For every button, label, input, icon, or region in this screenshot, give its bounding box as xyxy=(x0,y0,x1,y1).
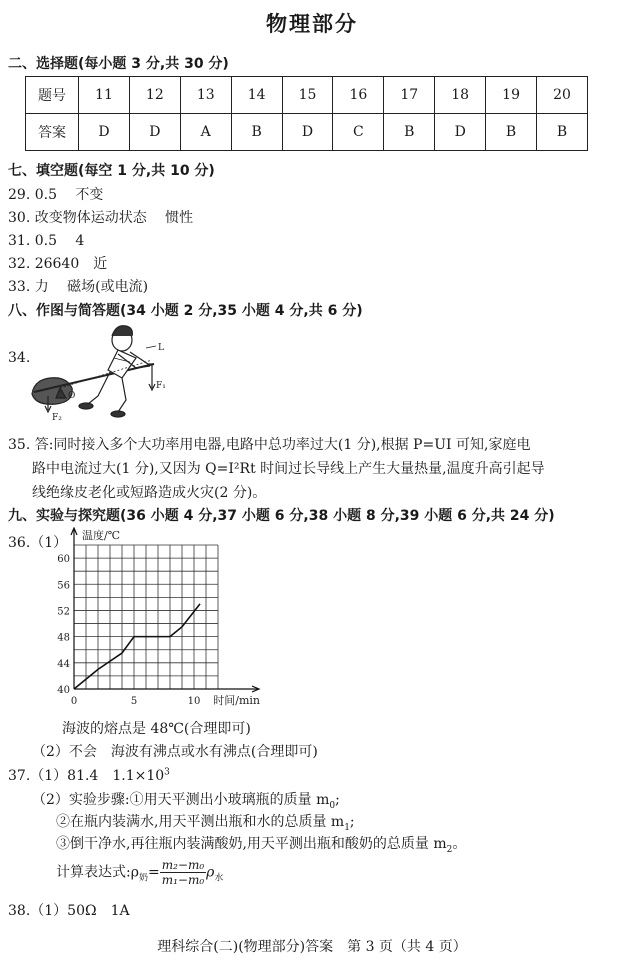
x-tick-label: 10 xyxy=(187,696,201,707)
q35-line-1: 35. 答:同时接入多个大功率用电器,电路中总功率过大(1 分),根据 P=UI 可知,家庭电 xyxy=(8,437,531,453)
question-number: 20 xyxy=(537,77,588,114)
arm-l-label: L xyxy=(158,343,164,353)
q35-line-2: 路中电流过大(1 分),又因为 Q=I²Rt 时间过长导线上产生大量热量,温度升高引起导 xyxy=(32,461,545,477)
answer-cell: B xyxy=(231,114,282,151)
question-number: 11 xyxy=(79,77,130,114)
y-axis-label: 温度/℃ xyxy=(82,529,121,542)
q37-part1: 37.（1）81.4 $1.1\times 10^3$ xyxy=(8,767,170,784)
page-title: 物理部分 xyxy=(266,12,358,36)
question-row-label: 题号 xyxy=(26,77,79,114)
answer-cell: D xyxy=(79,114,130,151)
q36-part2: （2）不会 海波有沸点或水有沸点(合理即可) xyxy=(32,744,318,760)
answer-cell: D xyxy=(282,114,333,151)
answer-cell: A xyxy=(180,114,231,151)
answer-cell: D xyxy=(435,114,486,151)
y-tick-label: 56 xyxy=(57,580,70,592)
answer-cell: B xyxy=(384,114,435,151)
formula-fraction: $\frac{\text{m₂−m₀}}{\text{m₁−m₀}}$ xyxy=(161,858,205,887)
q37-formula: 计算表达式$:\rho_奶=$ $\frac{\text{m₂−m₀}}{\text{m₁−m₀}}$ $\rho_水$ xyxy=(56,858,224,887)
answer-cell: C xyxy=(333,114,384,151)
x-tick-label: 0 xyxy=(70,696,78,707)
page-footer: 理科综合(二)(物理部分)答案 第 3 页（共 4 页） xyxy=(157,939,467,955)
answer-row xyxy=(26,114,588,151)
answer-line: 33. 力 磁场(或电流) xyxy=(8,279,149,295)
answer-row-label: 答案 xyxy=(26,114,79,151)
force-f2-label: F₂ xyxy=(52,413,62,422)
y-tick-label: 60 xyxy=(57,554,70,566)
force-f1-label: F₁ xyxy=(156,381,166,391)
q35-line-3: 线绝缘皮老化或短路造成火灾(2 分)。 xyxy=(32,485,267,501)
q36-conclusion: 海波的熔点是 48℃(合理即可) xyxy=(62,721,251,737)
exponent: 3 xyxy=(164,767,170,778)
question-number: 14 xyxy=(231,77,282,114)
q37-step-1: （2）实验步骤:①用天平测出小玻璃瓶的质量 $m_0$; xyxy=(32,792,340,811)
section-fill-heading: 七、填空题(每空 1 分,共 10 分) xyxy=(8,163,215,179)
answer-cell: B xyxy=(486,114,537,151)
x-axis-label: 时间/min xyxy=(213,694,260,707)
q37-step-3: ③倒干净水,再往瓶内装满酸奶,用天平测出瓶和酸奶的总质量 $m_2$。 xyxy=(56,836,467,855)
section-choice-heading: 二、选择题(每小题 3 分,共 30 分) xyxy=(8,56,229,72)
q36-label: 36.（1） xyxy=(8,535,68,551)
question-number: 16 xyxy=(333,77,384,114)
question-number-row xyxy=(26,77,588,114)
y-tick-label: 48 xyxy=(57,632,70,644)
q37-step-2: ②在瓶内装满水,用天平测出瓶和水的总质量 $m_1$; xyxy=(56,814,355,833)
answer-line: 30. 改变物体运动状态 惯性 xyxy=(8,210,194,226)
x-tick-label: 5 xyxy=(130,696,138,707)
question-number: 18 xyxy=(435,77,486,114)
answer-line: 31. 0.5 4 xyxy=(8,233,85,249)
answer-cell: B xyxy=(537,114,588,151)
q34-label: 34. xyxy=(8,350,31,366)
answer-table xyxy=(25,76,588,151)
question-number: 12 xyxy=(129,77,180,114)
y-tick-label: 52 xyxy=(57,606,70,618)
fulcrum-o-label: O xyxy=(68,391,76,401)
question-number: 19 xyxy=(486,77,537,114)
question-number: 13 xyxy=(180,77,231,114)
q38-answer: 38.（1）50Ω 1A xyxy=(8,903,130,919)
question-number: 17 xyxy=(384,77,435,114)
y-tick-label: 40 xyxy=(57,685,70,696)
section-drawing-heading: 八、作图与简答题(34 小题 2 分,35 小题 4 分,共 6 分) xyxy=(8,303,363,319)
melting-chart xyxy=(40,527,280,717)
lever-figure xyxy=(26,318,178,422)
y-tick-label: 44 xyxy=(57,658,70,670)
answer-cell: D xyxy=(129,114,180,151)
answer-line: 29. 0.5 不变 xyxy=(8,187,104,203)
answer-line: 32. 26640 近 xyxy=(8,256,108,272)
question-number: 15 xyxy=(282,77,333,114)
section-experiment-heading: 九、实验与探究题(36 小题 4 分,37 小题 6 分,38 小题 8 分,39 小题 6 分,共 24 分) xyxy=(8,508,555,524)
